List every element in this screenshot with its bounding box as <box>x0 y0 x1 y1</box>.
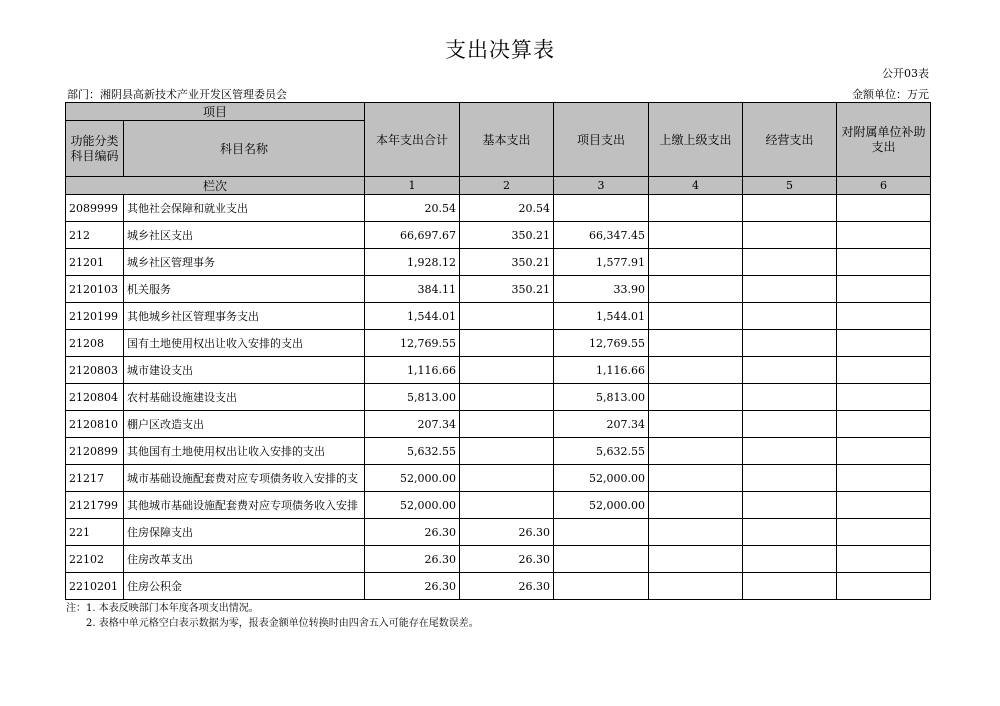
row-name-cell: 住房公积金 <box>124 573 365 600</box>
note-2: 2. 表格中单元格空白表示数据为零，报表金额单位转换时由四舍五入可能存在尾数误差。 <box>86 618 479 629</box>
row-name-cell: 其他城乡社区管理事务支出 <box>124 303 365 330</box>
row-subsidy-cell <box>837 438 931 465</box>
row-project-cell <box>554 519 649 546</box>
header-func-code: 功能分类科目编码 <box>66 121 124 177</box>
row-total-cell: 26.30 <box>365 546 460 573</box>
row-subsidy-cell <box>837 303 931 330</box>
row-basic-cell <box>460 330 554 357</box>
table-row <box>66 303 931 330</box>
row-business-cell <box>743 384 837 411</box>
col-number: 3 <box>554 177 649 195</box>
row-project-cell <box>554 573 649 600</box>
header-col-subsidy: 对附属单位补助支出 <box>837 103 931 177</box>
row-basic-cell: 26.30 <box>460 519 554 546</box>
row-basic-cell: 350.21 <box>460 249 554 276</box>
row-project-cell: 5,632.55 <box>554 438 649 465</box>
table-row <box>66 573 931 600</box>
row-upper-cell <box>649 573 743 600</box>
expenditure-table <box>65 102 931 600</box>
row-upper-cell <box>649 411 743 438</box>
row-project-cell: 1,577.91 <box>554 249 649 276</box>
row-code-cell: 21201 <box>66 249 124 276</box>
row-code-cell: 21208 <box>66 330 124 357</box>
row-code-cell: 2120810 <box>66 411 124 438</box>
row-code-cell: 21217 <box>66 465 124 492</box>
header-project: 项目 <box>66 103 365 121</box>
table-code: 公开03表 <box>882 67 929 80</box>
row-subsidy-cell <box>837 573 931 600</box>
row-upper-cell <box>649 492 743 519</box>
row-name-cell: 农村基础设施建设支出 <box>124 384 365 411</box>
row-project-cell: 52,000.00 <box>554 465 649 492</box>
row-basic-cell <box>460 465 554 492</box>
row-total-cell: 12,769.55 <box>365 330 460 357</box>
row-basic-cell <box>460 438 554 465</box>
row-subsidy-cell <box>837 249 931 276</box>
header-row-label: 栏次 <box>66 177 365 195</box>
row-name-cell: 住房改革支出 <box>124 546 365 573</box>
table-row <box>66 222 931 249</box>
col-number: 6 <box>837 177 931 195</box>
row-subsidy-cell <box>837 357 931 384</box>
row-business-cell <box>743 249 837 276</box>
row-business-cell <box>743 519 837 546</box>
col-number: 1 <box>365 177 460 195</box>
row-code-cell: 2120899 <box>66 438 124 465</box>
header-subject-name: 科目名称 <box>124 121 365 177</box>
row-total-cell: 207.34 <box>365 411 460 438</box>
row-project-cell: 33.90 <box>554 276 649 303</box>
row-upper-cell <box>649 303 743 330</box>
row-upper-cell <box>649 357 743 384</box>
row-upper-cell <box>649 465 743 492</box>
row-basic-cell: 26.30 <box>460 546 554 573</box>
col-number: 2 <box>460 177 554 195</box>
row-business-cell <box>743 438 837 465</box>
row-name-cell: 棚户区改造支出 <box>124 411 365 438</box>
row-business-cell <box>743 411 837 438</box>
table-row <box>66 492 931 519</box>
row-code-cell: 212 <box>66 222 124 249</box>
row-business-cell <box>743 222 837 249</box>
row-total-cell: 20.54 <box>365 195 460 222</box>
row-name-cell: 城市建设支出 <box>124 357 365 384</box>
table-row <box>66 195 931 222</box>
row-name-cell: 其他社会保障和就业支出 <box>124 195 365 222</box>
row-subsidy-cell <box>837 492 931 519</box>
row-total-cell: 5,813.00 <box>365 384 460 411</box>
row-upper-cell <box>649 438 743 465</box>
row-total-cell: 26.30 <box>365 519 460 546</box>
row-basic-cell: 350.21 <box>460 222 554 249</box>
row-upper-cell <box>649 546 743 573</box>
row-code-cell: 2089999 <box>66 195 124 222</box>
row-subsidy-cell <box>837 519 931 546</box>
row-total-cell: 1,544.01 <box>365 303 460 330</box>
row-total-cell: 1,116.66 <box>365 357 460 384</box>
row-total-cell: 384.11 <box>365 276 460 303</box>
row-basic-cell <box>460 411 554 438</box>
header-col-total: 本年支出合计 <box>365 103 460 177</box>
row-basic-cell <box>460 384 554 411</box>
row-code-cell: 221 <box>66 519 124 546</box>
row-upper-cell <box>649 249 743 276</box>
row-basic-cell: 20.54 <box>460 195 554 222</box>
row-name-cell: 其他城市基础设施配套费对应专项债务收入安排 <box>124 492 365 519</box>
row-code-cell: 2210201 <box>66 573 124 600</box>
row-project-cell: 1,116.66 <box>554 357 649 384</box>
row-name-cell: 城市基础设施配套费对应专项债务收入安排的支 <box>124 465 365 492</box>
row-project-cell: 1,544.01 <box>554 303 649 330</box>
row-basic-cell: 26.30 <box>460 573 554 600</box>
row-total-cell: 52,000.00 <box>365 465 460 492</box>
row-project-cell: 12,769.55 <box>554 330 649 357</box>
row-name-cell: 城乡社区支出 <box>124 222 365 249</box>
row-code-cell: 2120803 <box>66 357 124 384</box>
row-basic-cell <box>460 492 554 519</box>
table-row <box>66 249 931 276</box>
col-number: 5 <box>743 177 837 195</box>
row-upper-cell <box>649 195 743 222</box>
notes <box>66 601 479 631</box>
table-row <box>66 546 931 573</box>
row-basic-cell <box>460 303 554 330</box>
row-name-cell: 住房保障支出 <box>124 519 365 546</box>
row-business-cell <box>743 546 837 573</box>
amount-unit-label: 金额单位：万元 <box>852 88 929 101</box>
table-row <box>66 411 931 438</box>
row-basic-cell <box>460 357 554 384</box>
row-subsidy-cell <box>837 195 931 222</box>
row-upper-cell <box>649 384 743 411</box>
row-upper-cell <box>649 519 743 546</box>
row-upper-cell <box>649 330 743 357</box>
row-code-cell: 2121799 <box>66 492 124 519</box>
row-subsidy-cell <box>837 276 931 303</box>
row-code-cell: 2120199 <box>66 303 124 330</box>
row-project-cell: 52,000.00 <box>554 492 649 519</box>
row-code-cell: 2120103 <box>66 276 124 303</box>
table-row <box>66 384 931 411</box>
row-project-cell: 66,347.45 <box>554 222 649 249</box>
row-project-cell: 207.34 <box>554 411 649 438</box>
table-row <box>66 276 931 303</box>
row-business-cell <box>743 276 837 303</box>
row-basic-cell: 350.21 <box>460 276 554 303</box>
header-col-basic: 基本支出 <box>460 103 554 177</box>
row-name-cell: 机关服务 <box>124 276 365 303</box>
department-label: 部门：湘阴县高新技术产业开发区管理委员会 <box>67 88 287 101</box>
page-title: 支出决算表 <box>445 38 555 62</box>
row-subsidy-cell <box>837 465 931 492</box>
row-total-cell: 66,697.67 <box>365 222 460 249</box>
row-business-cell <box>743 573 837 600</box>
table-row <box>66 438 931 465</box>
row-subsidy-cell <box>837 330 931 357</box>
row-subsidy-cell <box>837 222 931 249</box>
note-1: 注：1. 本表反映部门本年度各项支出情况。 <box>66 603 259 614</box>
col-number: 4 <box>649 177 743 195</box>
row-subsidy-cell <box>837 546 931 573</box>
row-total-cell: 5,632.55 <box>365 438 460 465</box>
row-business-cell <box>743 492 837 519</box>
row-business-cell <box>743 303 837 330</box>
row-upper-cell <box>649 276 743 303</box>
row-subsidy-cell <box>837 411 931 438</box>
row-business-cell <box>743 357 837 384</box>
row-business-cell <box>743 195 837 222</box>
row-total-cell: 26.30 <box>365 573 460 600</box>
row-name-cell: 城乡社区管理事务 <box>124 249 365 276</box>
row-total-cell: 1,928.12 <box>365 249 460 276</box>
row-project-cell <box>554 546 649 573</box>
table-row <box>66 465 931 492</box>
header-col-project: 项目支出 <box>554 103 649 177</box>
row-project-cell <box>554 195 649 222</box>
row-code-cell: 2120804 <box>66 384 124 411</box>
row-subsidy-cell <box>837 384 931 411</box>
header-col-upper: 上缴上级支出 <box>649 103 743 177</box>
row-business-cell <box>743 465 837 492</box>
row-code-cell: 22102 <box>66 546 124 573</box>
table-row <box>66 330 931 357</box>
table-row <box>66 519 931 546</box>
row-project-cell: 5,813.00 <box>554 384 649 411</box>
row-name-cell: 其他国有土地使用权出让收入安排的支出 <box>124 438 365 465</box>
row-total-cell: 52,000.00 <box>365 492 460 519</box>
row-business-cell <box>743 330 837 357</box>
table-row <box>66 357 931 384</box>
header-col-business: 经营支出 <box>743 103 837 177</box>
row-name-cell: 国有土地使用权出让收入安排的支出 <box>124 330 365 357</box>
row-upper-cell <box>649 222 743 249</box>
